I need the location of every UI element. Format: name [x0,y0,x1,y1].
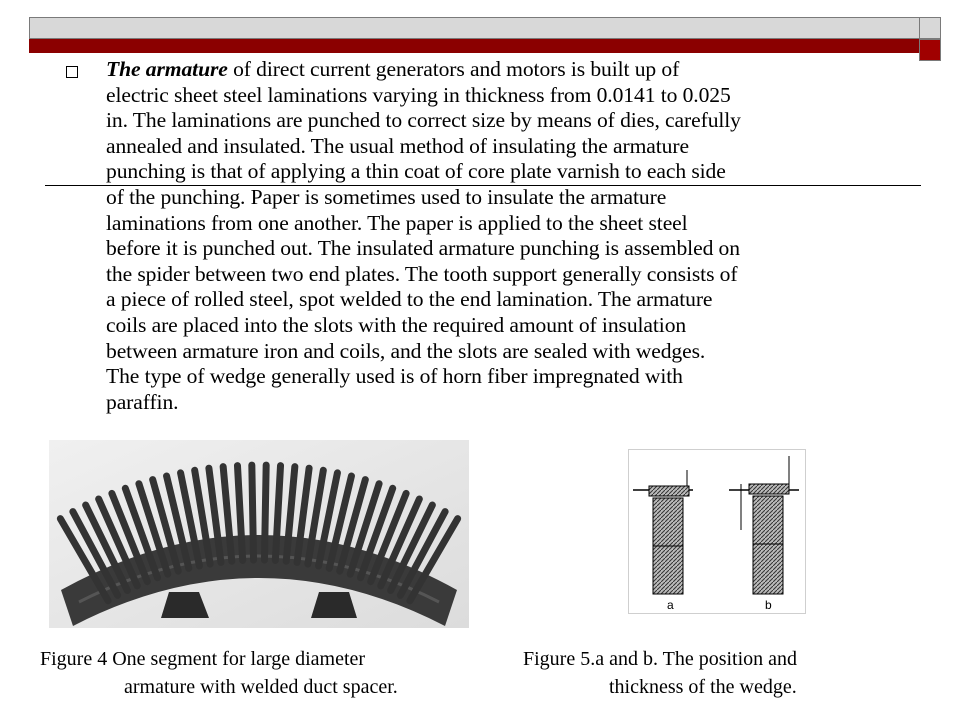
armature-segment-drawing [49,440,469,628]
paragraph-line: between armature iron and coils, and the slots are sealed with wedges. [106,338,706,363]
figure-5-label-b: b [765,598,772,612]
armature-tooth [252,465,254,560]
paragraph-line: the spider between two end plates. The tooth support generally consists of [106,261,738,286]
figure-5-caption-line-2: thickness of the wedge. [609,676,797,698]
body-paragraph [106,57,916,415]
paragraph-line: laminations from one another. The paper is applied to the sheet steel [106,210,688,235]
paragraph-line: annealed and insulated. The usual method of insulating the armature [106,133,689,158]
figure-4-caption-line-2: armature with welded duct spacer. [124,676,398,698]
lead-term: The armature [106,57,228,81]
square-bullet-icon [66,66,78,78]
figure-5-wedge-diagram [628,449,806,614]
paragraph-line: a piece of rolled steel, spot welded to the end lamination. The armature [106,287,713,312]
paragraph-line: electric sheet steel laminations varying in thickness from 0.0141 to 0.025 [106,82,731,107]
corner-square-top [919,17,941,39]
figure-4-armature-segment-image [49,440,469,628]
armature-tooth [264,465,266,560]
figure-5-label-a: a [667,598,674,612]
paragraph-line: of the punching. Paper is sometimes used to insulate the armature [106,184,667,209]
wedge-cross-section-drawing [629,450,805,613]
paragraph-line: paraffin. [106,389,179,414]
paragraph-line: The type of wedge generally used is of horn fiber impregnated with [106,364,683,389]
paragraph-line: before it is punched out. The insulated armature punching is assembled on [106,236,740,261]
paragraph-line: punching is that of applying a thin coat of core plate varnish to each side [106,159,726,184]
figure-5-caption-line-1: Figure 5.a and b. The position and [523,648,798,670]
slide-title-bar [29,17,941,39]
slide-accent-bar [29,39,941,53]
paragraph-line: coils are placed into the slots with the required amount of insulation [106,312,687,337]
corner-square-bottom [919,39,941,61]
paragraph-line: in. The laminations are punched to correct size by means of dies, carefully [106,108,741,133]
paragraph-line-1: The armature of direct current generators and motors is built up of [106,57,680,81]
figure-4-caption-line-1: Figure 4 One segment for large diameter [40,648,366,670]
